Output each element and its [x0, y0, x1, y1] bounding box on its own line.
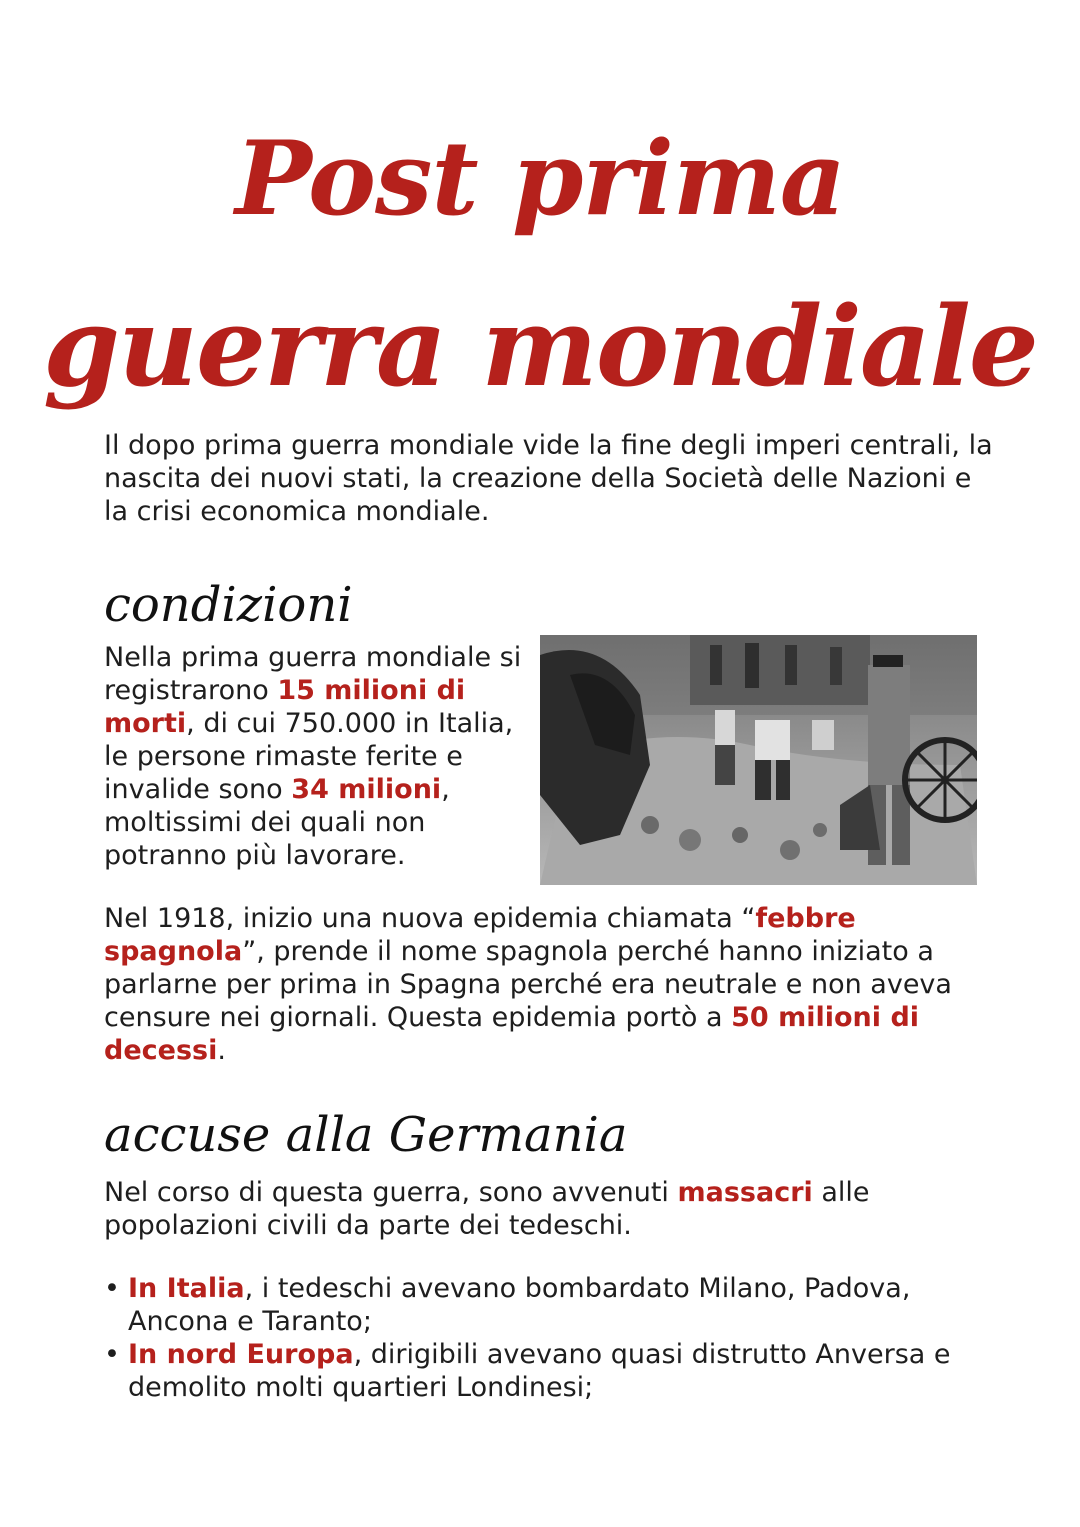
text-run: Nella prima guerra mondiale si registrarono [104, 642, 522, 706]
text-run: ”, prende il nome spagnola perché hanno iniziato a parlarne per prima in Spagna perché era neutrale e non aveva censure nei giornali. Questa epidemia portò a [104, 936, 952, 1033]
text-run: . [217, 1035, 226, 1066]
text-run: Nel 1918, inizio una nuova epidemia chiamata “ [104, 903, 756, 934]
bullet-highlight: In nord Europa [128, 1339, 354, 1370]
highlight-spanish-flu: febbre spagnola [104, 903, 856, 967]
highlight-deaths: 15 milioni di morti [104, 675, 466, 739]
text-run: , di cui 750.000 in Italia, le persone rimaste ferite e invalide sono [104, 708, 514, 805]
conditions-paragraph [104, 641, 524, 872]
spanish-flu-paragraph [104, 902, 1004, 1067]
text-run: , moltissimi dei quali non potranno più lavorare. [104, 774, 450, 871]
bullet-text: , i tedeschi avevano bombardato Milano, Padova, Ancona e Taranto; [128, 1273, 911, 1337]
bullet-list [104, 1272, 1004, 1404]
page-title-line-1: Post prima [235, 119, 845, 239]
highlight-deaths-flu: 50 milioni di decessi [104, 1002, 920, 1066]
postwar-rubble-photo [540, 635, 977, 885]
intro-paragraph: Il dopo prima guerra mondiale vide la fine degli imperi centrali, la nascita dei nuovi stati, la creazione della Società delle Nazioni e la crisi economica mondiale. [104, 430, 993, 527]
text-run: Nel corso di questa guerra, sono avvenuti [104, 1177, 678, 1208]
highlight-wounded: 34 milioni [291, 774, 442, 805]
accuse-paragraph [104, 1176, 1004, 1242]
page-title-line-2: guerra mondiale [43, 282, 1037, 411]
bullet-text: , dirigibili avevano quasi distrutto Anversa e demolito molti quartieri Londinesi; [128, 1339, 951, 1403]
bullet-highlight: In Italia [128, 1273, 245, 1304]
section-heading-conditions: condizioni [104, 577, 353, 633]
bullet-icon: • [104, 1273, 120, 1304]
list-item [104, 1338, 1004, 1404]
list-item [104, 1272, 1004, 1338]
section-heading-accuse: accuse alla Germania [104, 1107, 628, 1163]
highlight-massacres: massacri [677, 1177, 813, 1208]
bullet-icon: • [104, 1339, 120, 1370]
text-run: alle popolazioni civili da parte dei tedeschi. [104, 1177, 870, 1241]
